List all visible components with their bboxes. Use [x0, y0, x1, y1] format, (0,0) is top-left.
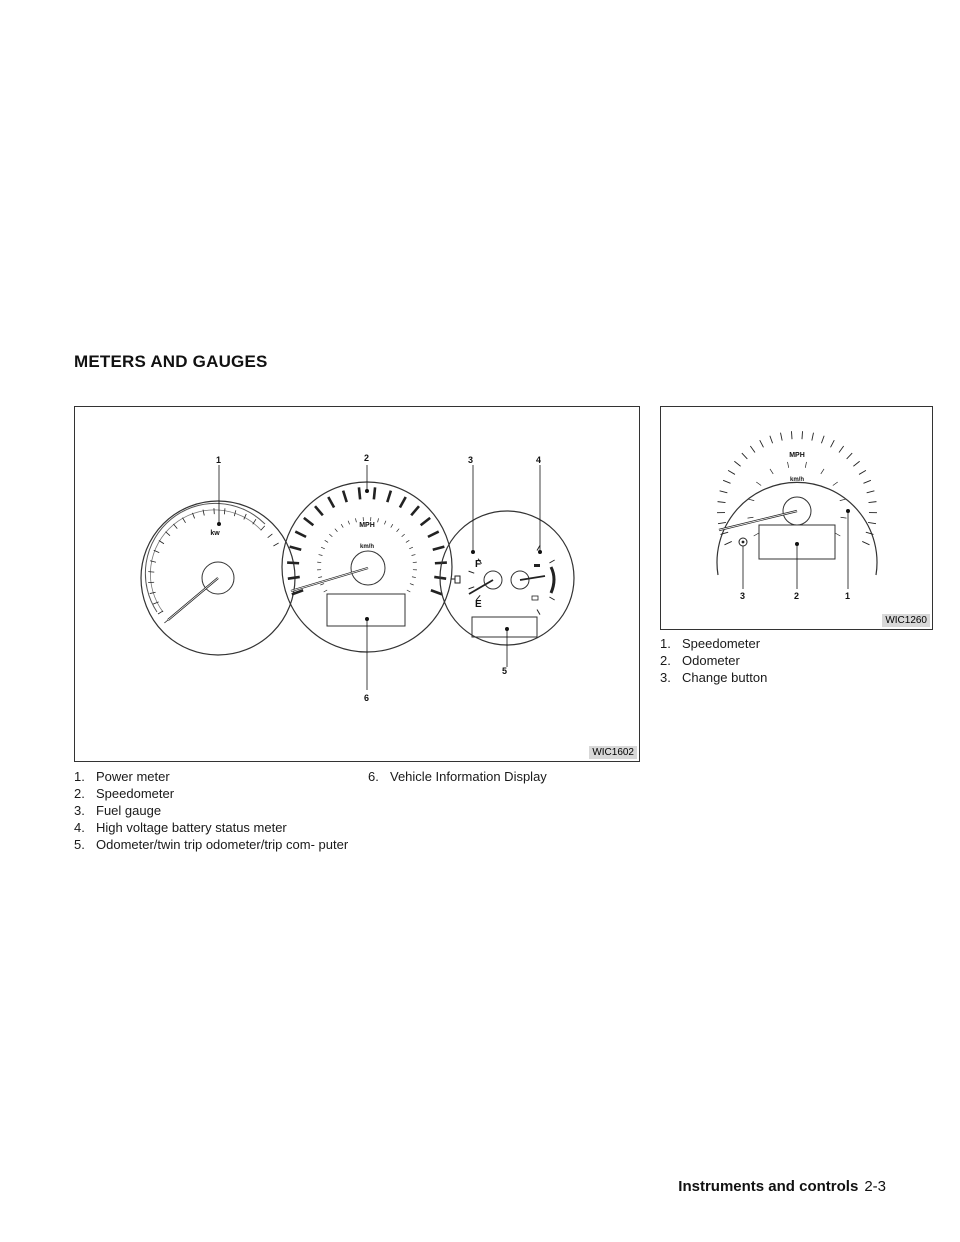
- battery-gauge-tick: [537, 609, 540, 614]
- fuel-battery-gauge: [440, 511, 574, 645]
- legend-item-text: Speedometer: [682, 636, 761, 651]
- battery-meter-needle: [520, 576, 545, 580]
- fuel-empty-label: E: [475, 599, 482, 610]
- side-speedometer-tick: [718, 522, 726, 523]
- legend-item: [660, 652, 930, 669]
- speedometer-minor-tick: [410, 584, 414, 585]
- battery-icon: [532, 596, 538, 600]
- power-meter-tick: [224, 508, 225, 514]
- speedometer-major-tick: [435, 563, 447, 564]
- figure-instrument-cluster: [74, 406, 640, 762]
- legend-main-column-1: [74, 768, 354, 853]
- speedometer-major-tick: [428, 532, 439, 537]
- legend-main-column-2: [368, 768, 628, 785]
- side-speedometer-tick: [863, 480, 870, 483]
- battery-gauge-tick: [549, 597, 554, 600]
- legend-item-number: 2.: [660, 653, 671, 668]
- power-meter-tick: [268, 534, 273, 538]
- legend-item-text: Vehicle Information Display: [390, 769, 547, 784]
- side-speedometer-tick: [750, 446, 755, 452]
- fuel-full-label: F: [475, 559, 482, 570]
- callout-6: 6: [364, 693, 370, 703]
- figure-id-main: WIC1602: [589, 746, 637, 759]
- legend-item-text: Fuel gauge: [96, 803, 162, 818]
- legend-item: [660, 669, 930, 686]
- side-speedometer-inner-tick: [748, 499, 754, 500]
- power-meter-tick: [273, 543, 278, 546]
- legend-item-text: Speedometer: [96, 786, 175, 801]
- speedometer-minor-tick: [324, 590, 327, 592]
- legend-item-number: 3.: [660, 670, 671, 685]
- side-speedometer-inner-tick: [788, 462, 789, 468]
- speedometer-minor-tick: [407, 590, 410, 592]
- speedometer-major-tick: [431, 590, 442, 594]
- callout-3: 3: [468, 455, 474, 465]
- side-speedometer-tick: [781, 433, 783, 441]
- side-speedometer-tick: [724, 541, 731, 544]
- battery-full-mark: [534, 564, 540, 567]
- callout-5: 5: [502, 666, 508, 676]
- legend-item: [368, 768, 628, 785]
- speedometer-minor-tick: [412, 577, 416, 578]
- legend-item: [660, 635, 930, 652]
- speedometer-major-tick: [304, 518, 313, 525]
- side-speedometer-tick: [728, 470, 735, 474]
- speedometer-minor-tick: [341, 524, 343, 527]
- speedometer-major-tick: [374, 487, 375, 499]
- side-speedometer-inner-tick: [756, 482, 761, 485]
- side-speedometer-inner-tick: [748, 517, 754, 518]
- legend-item-text: Change button: [682, 670, 768, 685]
- fuel-pump-icon: [451, 576, 460, 583]
- speedometer-minor-tick: [335, 529, 338, 532]
- battery-gauge-tick: [537, 545, 540, 550]
- legend-item: [74, 768, 354, 785]
- speedometer-minor-tick: [378, 518, 379, 522]
- footer-section-title: Instruments and controls: [678, 1178, 859, 1195]
- page-footer: [678, 1178, 886, 1195]
- battery-gauge-tick: [549, 560, 554, 563]
- side-callout-1: 1: [845, 591, 851, 601]
- speedometer-minor-tick: [319, 555, 323, 556]
- power-meter-tick: [148, 572, 154, 573]
- callout-lines: [219, 465, 540, 690]
- power-meter-tick: [158, 611, 163, 614]
- legend-item-text: Odometer: [682, 653, 740, 668]
- speedometer-minor-tick: [348, 521, 350, 525]
- speedometer-major-tick: [287, 563, 299, 564]
- legend-item-text: Odometer/twin trip odometer/trip com- puter: [96, 837, 349, 852]
- speedometer-major-tick: [411, 506, 419, 515]
- side-speedometer-tick: [812, 433, 814, 441]
- side-speedometer-tick: [859, 470, 866, 474]
- speedometer-minor-tick: [321, 547, 325, 549]
- power-meter-tick: [261, 526, 265, 530]
- side-speedometer-tick: [831, 440, 835, 447]
- legend-item-text: High voltage battery status meter: [96, 820, 287, 835]
- callout-2: 2: [364, 453, 370, 463]
- speedometer-minor-tick: [325, 540, 328, 542]
- speedometer-major-tick: [433, 547, 445, 550]
- legend-item: [74, 819, 354, 836]
- speedometer-minor-tick: [391, 524, 393, 527]
- power-meter-tick: [173, 524, 177, 529]
- speed-unit-label: MPH: [359, 522, 375, 529]
- side-callout-2: 2: [794, 591, 800, 601]
- side-speed-unit-label: MPH: [789, 452, 805, 459]
- speedometer-minor-tick: [355, 518, 356, 522]
- legend-item: [74, 836, 354, 853]
- fuel-gauge-tick: [469, 571, 475, 573]
- fuel-gauge-tick: [469, 587, 475, 589]
- side-speedometer-tick: [742, 453, 748, 459]
- side-speedometer-tick: [868, 522, 876, 523]
- side-speedometer-tick: [862, 541, 869, 544]
- side-speedometer-ticks: [717, 431, 877, 545]
- speedometer-minor-tick: [412, 555, 416, 556]
- side-callout-3: 3: [740, 591, 746, 601]
- side-speedometer-inner-tick: [770, 469, 773, 474]
- legend-item-number: 4.: [74, 820, 85, 835]
- callout-dots: [217, 489, 542, 631]
- side-speedometer-tick: [760, 440, 764, 447]
- side-speedometer-inner-tick: [821, 469, 824, 474]
- side-speedometer-tick: [869, 502, 877, 503]
- legend-item-number: 6.: [368, 769, 379, 784]
- speedometer-minor-tick: [384, 521, 386, 525]
- speedometer-major-tick: [359, 487, 360, 499]
- legend-item: [74, 802, 354, 819]
- side-speedometer-tick: [802, 431, 803, 439]
- side-speedometer-tick: [839, 446, 844, 452]
- speedometer-major-tick: [328, 497, 334, 508]
- speedometer-major-tick: [343, 491, 347, 502]
- side-speedometer-tick: [853, 461, 859, 466]
- speedometer-major-tick: [387, 491, 391, 502]
- speedometer-minor-tick: [402, 534, 405, 537]
- legend-item-number: 1.: [660, 636, 671, 651]
- speedometer-minor-tick: [320, 584, 324, 585]
- speedometer-minor-tick: [409, 547, 413, 549]
- speed-unit-metric-label: km/h: [359, 544, 375, 550]
- side-speedometer-inner-tick: [835, 533, 840, 536]
- power-unit-label: kw: [210, 530, 220, 537]
- side-speed-unit-metric-label: km/h: [789, 477, 805, 483]
- side-speedometer-tick: [718, 502, 726, 503]
- speedometer-major-tick: [290, 547, 302, 550]
- speedometer-minor-tick: [318, 577, 322, 578]
- speedometer-minor-tick: [329, 534, 332, 537]
- figure-speedometer: [660, 406, 933, 630]
- power-meter-ticks: [148, 508, 278, 623]
- side-speedometer-tick: [770, 436, 773, 444]
- side-speedometer-tick: [734, 461, 740, 466]
- power-meter-tick: [150, 561, 156, 562]
- odometer-display: [472, 617, 537, 637]
- side-callout-dots: [795, 509, 850, 546]
- side-speedometer-tick: [723, 480, 730, 483]
- page-number: 2-3: [864, 1178, 886, 1195]
- legend-item-text: Power meter: [96, 769, 170, 784]
- side-speedometer-tick: [791, 431, 792, 439]
- side-speedometer-inner-tick: [754, 533, 759, 536]
- speedometer-minor-tick: [406, 540, 409, 542]
- side-speedometer-tick: [720, 491, 728, 493]
- side-speedometer-tick: [867, 491, 875, 493]
- power-meter-tick: [182, 518, 185, 523]
- change-button-icon: [739, 538, 747, 546]
- speedometer-major-tick: [315, 506, 323, 515]
- speedometer-major-tick: [400, 497, 406, 508]
- figure-id-side: WIC1260: [882, 614, 930, 627]
- speedometer-illustration: [661, 407, 934, 631]
- legend-item-number: 5.: [74, 837, 85, 852]
- speedometer-major-tick: [288, 577, 300, 579]
- side-speedometer-tick: [721, 532, 729, 534]
- legend-item: [74, 785, 354, 802]
- legend-item-number: 3.: [74, 803, 85, 818]
- power-meter-tick: [192, 513, 194, 519]
- side-speedometer-inner-tick: [805, 462, 806, 468]
- side-speedometer-inner-tick: [833, 482, 838, 485]
- side-speedometer-inner-tick: [840, 499, 846, 500]
- power-meter-tick: [159, 541, 164, 544]
- callout-1: 1: [216, 455, 222, 465]
- section-title: METERS AND GAUGES: [74, 352, 268, 371]
- speedometer-major-tick: [295, 532, 306, 537]
- legend-item-number: 2.: [74, 786, 85, 801]
- callout-4: 4: [536, 455, 542, 465]
- speedometer-minor-tick: [397, 529, 400, 532]
- speedometer-major-tick: [421, 518, 430, 525]
- vehicle-information-display: [327, 594, 405, 626]
- side-speedometer-tick: [866, 532, 874, 534]
- side-speedometer-inner-tick: [841, 517, 847, 518]
- cluster-illustration: [75, 407, 641, 763]
- side-speedometer-tick: [847, 453, 853, 459]
- power-meter-tick: [166, 532, 170, 536]
- legend-item-number: 1.: [74, 769, 85, 784]
- side-speedometer-tick: [821, 436, 824, 444]
- legend-side: [660, 635, 930, 686]
